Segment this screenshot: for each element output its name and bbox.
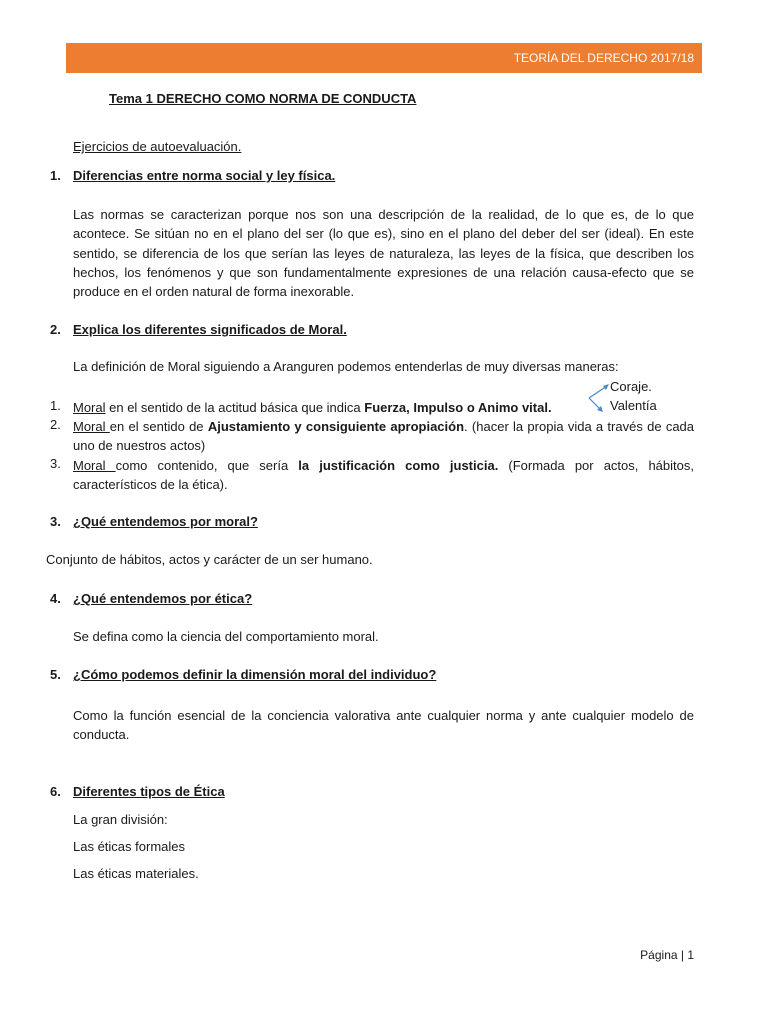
q5-title: ¿Cómo podemos definir la dimensión moral del individuo?: [73, 667, 437, 682]
q1-number: 1.: [50, 168, 61, 183]
q6-title: Diferentes tipos de Ética: [73, 784, 225, 799]
q5-number: 5.: [50, 667, 61, 682]
q4-number: 4.: [50, 591, 61, 606]
q3-number: 3.: [50, 514, 61, 529]
subtitle: Ejercicios de autoevaluación.: [73, 139, 242, 154]
moral-item-1: Moral en el sentido de la actitud básica que indica Fuerza, Impulso o Animo vital.: [73, 400, 552, 415]
branch-arrows-icon: [585, 380, 615, 416]
q4-answer: Se defina como la ciencia del comportamiento moral.: [73, 629, 379, 644]
q3-answer: Conjunto de hábitos, actos y carácter de un ser humano.: [46, 552, 373, 567]
moral-item-1-number: 1.: [50, 398, 61, 413]
q3-title: ¿Qué entendemos por moral?: [73, 514, 258, 529]
moral-item-3-number: 3.: [50, 456, 61, 471]
q4-title: ¿Qué entendemos por ética?: [73, 591, 253, 606]
side-note-coraje: Coraje.: [610, 379, 652, 394]
q6-line-3: Las éticas materiales.: [73, 866, 199, 881]
moral-item-2-number: 2.: [50, 417, 61, 432]
moral-term: Moral: [73, 458, 116, 473]
q2-intro: La definición de Moral siguiendo a Aranguren podemos entenderlas de muy diversas maneras:: [73, 359, 619, 374]
moral-item-3: Moral como contenido, que sería la justificación como justicia. (Formada por actos, hábitos, característicos de la ética).: [73, 458, 694, 493]
q1-title: Diferencias entre norma social y ley física.: [73, 168, 336, 183]
q2-number: 2.: [50, 322, 61, 337]
header-band: [66, 43, 702, 73]
moral-term: Moral: [73, 400, 106, 415]
q2-title: Explica los diferentes significados de Moral.: [73, 322, 347, 337]
moral-item-2: Moral en el sentido de Ajustamiento y consiguiente apropiación. (hacer la propia vida a través de cada uno de nuestros actos): [73, 419, 695, 454]
side-note-valentia: Valentía: [610, 398, 657, 413]
tema-title: Tema 1 DERECHO COMO NORMA DE CONDUCTA: [109, 91, 417, 106]
moral-term: Moral: [73, 419, 110, 434]
q1-answer: Las normas se caracterizan porque nos son una descripción de la realidad, de lo que es, de lo que acontece. Se sitúan no en el plano del ser (lo que es), sino en el plano del deber del ser (ideal). En este sentido, se diferencia de los que serían las leyes de naturaleza, las leyes de la física, que describen los hechos, los fenómenos y que son fundamentalmente expresiones de una relación causa-efecto que se produce en el orden natural de forma inexorable.: [73, 207, 694, 300]
q5-answer: Como la función esencial de la conciencia valorativa ante cualquier norma y ante cualquier modelo de conducta.: [73, 708, 694, 743]
q6-number: 6.: [50, 784, 61, 799]
q6-line-1: La gran división:: [73, 812, 168, 827]
header-title: TEORÍA DEL DERECHO 2017/18: [513, 51, 694, 65]
page-number: Página | 1: [640, 948, 694, 962]
q6-line-2: Las éticas formales: [73, 839, 185, 854]
